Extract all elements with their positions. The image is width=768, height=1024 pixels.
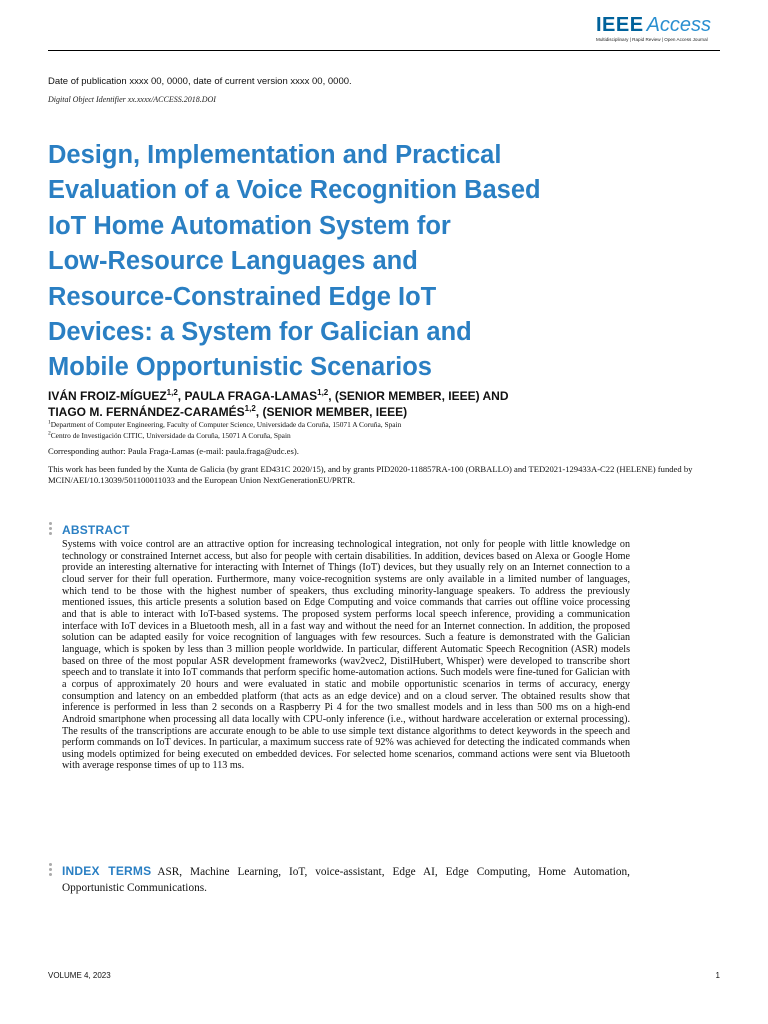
publication-date: Date of publication xxxx 00, 0000, date of current version xxxx 00, 0000. [48, 76, 352, 87]
doi-line: Digital Object Identifier xx.xxxx/ACCESS.2018.DOI [48, 95, 216, 104]
index-terms-heading: INDEX TERMS [62, 864, 152, 878]
author-suffix: , [177, 389, 185, 403]
funding-note: This work has been funded by the Xunta de Galicia (by grant ED431C 2020/15), and by grants PID2020-118857RA-100 (ORBALLO) and TED2021-129433A-C22 (HELENE) funded by MCIN/AEI/10.13039/501100011033 and the European Union NextGenerationEU/PRTR. [48, 464, 693, 485]
affiliation-mark: 2 [48, 430, 51, 437]
paper-title: Design, Implementation and Practical Evaluation of a Voice Recognition Based IoT Home Automation System for Low-Resource Languages and Resource-Constrained Edge IoT Devices: a System for Galician and Mobile Opportunistic Scenarios [48, 141, 541, 382]
author-name: PAULA FRAGA-LAMAS [184, 389, 318, 403]
author-suffix: , (SENIOR MEMBER, IEEE) [255, 405, 408, 419]
affiliation-text: Centro de Investigación CITIC, Universidade da Coruña, 15071 A Coruña, Spain [50, 431, 291, 440]
volume-label: VOLUME 4, 2023 [48, 971, 111, 980]
abstract-heading: ABSTRACT [62, 523, 130, 537]
author-suffix: , (SENIOR MEMBER, IEEE) AND [328, 389, 509, 403]
header-rule [48, 50, 720, 51]
author-affiliation-mark: 1,2 [166, 388, 178, 397]
affiliation-line [48, 430, 718, 441]
author-name: TIAGO M. FERNÁNDEZ-CARAMÉS [48, 405, 245, 419]
logo-access-text: Access [646, 14, 712, 36]
journal-masthead [596, 14, 726, 50]
abstract-marker-icon [49, 522, 52, 537]
affiliations [48, 419, 718, 441]
affiliation-text: Department of Computer Engineering, Faculty of Computer Science, Universidade da Coruña, 15071 A Coruña, Spain [50, 420, 402, 429]
page-number: 1 [715, 971, 720, 980]
affiliation-line [48, 419, 718, 430]
index-terms-text: ASR, Machine Learning, IoT, voice-assistant, Edge AI, Edge Computing, Home Automation, Opportunistic Communications. [62, 866, 631, 894]
author-list [48, 388, 718, 420]
journal-tagline: Multidisciplinary | Rapid Review | Open Access Journal [596, 37, 708, 42]
author-affiliation-mark: 1,2 [317, 388, 329, 397]
logo-ieee-text: IEEE [596, 14, 644, 36]
ieee-access-logo [596, 14, 726, 36]
index-terms [62, 864, 630, 896]
affiliation-mark: 1 [48, 419, 51, 426]
index-terms-marker-icon [49, 863, 52, 878]
abstract-text: Systems with voice control are an attractive option for increasing technological integration, not only for people with little knowledge on technology or constrained Internet access, but also for people with certain disabilities. In addition, devices based on Alexa or Google Home provide an interesting alternative for interacting with Internet of Things (IoT) devices, but they usually rely on an Internet connection to a cloud server for their full operation. Furthermore, many voice-recognition systems are only available in a limited number of languages, which tend to be those with the highest number of speakers, thus excluding minority-language speakers. To address the previously mentioned issues, this article presents a solution based on Edge Computing and voice commands that carries out offline voice processing and that is able to interact with IoT-based systems. The proposed system performs local speech inference, providing a communication interface with IoT devices in a Bluetooth mesh, all in a fast way and without the need for an Internet connection. In addition, the proposed solution can be adapted easily for voice recognition of languages with few resources. Such a feature is demonstrated with the Galician language, which is spoken by less than 3 million people worldwide. In particular, different Automatic Speech Recognition (ASR) models based on three of the most popular ASR development frameworks (wav2vec2, DistilHubert, Whisper) were developed to transcribe short speech and to translate it into IoT commands that perform specific home-automation actions. Such models were fine-tuned for Galician with a corpus of approximately 20 hours and were evaluated in static and mobile opportunistic scenarios in terms of accuracy, energy consumption and latency on an embedded platform (that acts as an edge device) and on a cloud server. The obtained results show that inference is performed in less than 2 seconds on a Raspberry Pi 4 for the two smallest models and in less than 500 ms on a high-end Android smartphone when processing all data locally with CPU-only inference (i.e., without hardware acceleration or external processing). The results of the transcriptions are accurate enough to be able to use simple text distance algorithms to detect keywords in the speech and perform commands on IoT devices. In particular, a maximum success rate of 92% was achieved for detecting the indicated commands when using models optimized for being executed on embedded devices. For selected home scenarios, command actions were sent via Bluetooth with average response times of up to 113 ms. [62, 539, 630, 772]
author-name: IVÁN FROIZ-MÍGUEZ [48, 389, 167, 403]
corresponding-author: Corresponding author: Paula Fraga-Lamas (e-mail: paula.fraga@udc.es). [48, 446, 299, 456]
author-affiliation-mark: 1,2 [244, 404, 256, 413]
